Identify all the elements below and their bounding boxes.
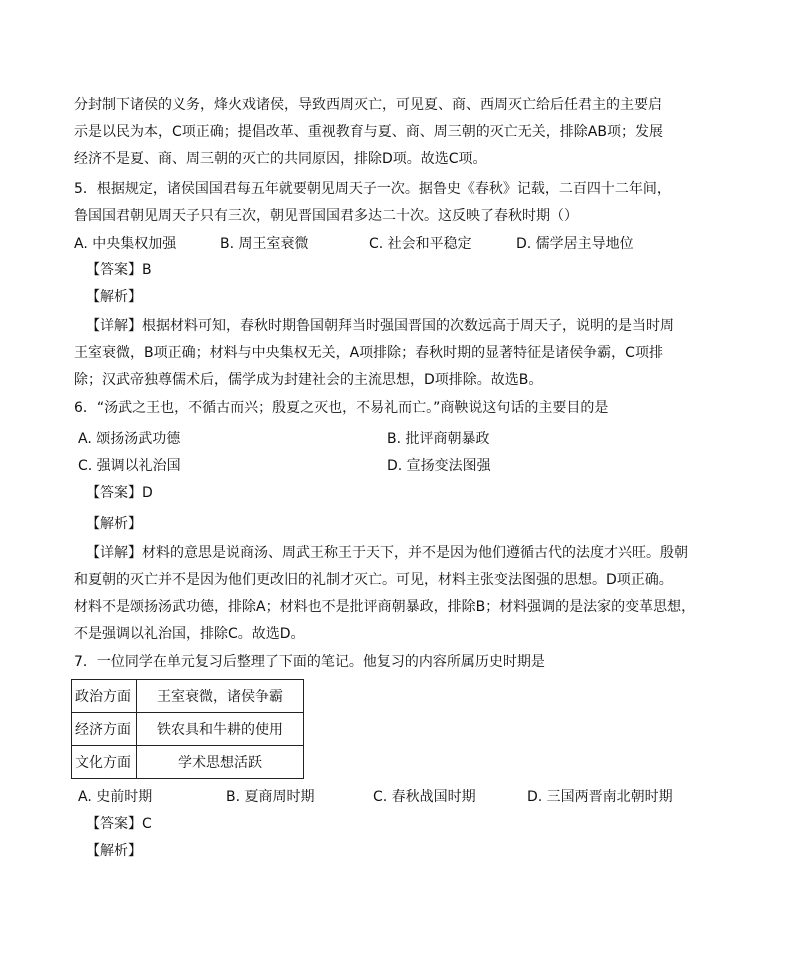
table-cell-value: 王室衰微，诸侯争霸 bbox=[137, 680, 304, 713]
q7-stem: 7．一位同学在单元复习后整理了下面的笔记。他复习的内容所属历史时期是 bbox=[74, 654, 545, 670]
table-row bbox=[72, 680, 304, 713]
notes-table bbox=[71, 679, 304, 779]
q6-detail: 【详解】材料的意思是说商汤、周武王称王于天下，并不是因为他们遵循古代的法度才兴旺。殷朝 bbox=[86, 545, 688, 561]
q7-option-a: A. 史前时期 bbox=[78, 789, 153, 805]
q7-option-c: C. 春秋战国时期 bbox=[373, 789, 476, 805]
q6-detail: 不是强调以礼治国，排除C。故选D。 bbox=[74, 626, 305, 642]
intro-line: 示是以民为本，C项正确；提倡改革、重视教育与夏、商、周三朝的灭亡无关，排除AB项；发展 bbox=[74, 124, 663, 140]
q6-answer: 【答案】D bbox=[86, 485, 153, 501]
q5-option-a: A. 中央集权加强 bbox=[74, 236, 177, 252]
table-cell-value: 学术思想活跃 bbox=[137, 746, 304, 779]
q7-option-d: D. 三国两晋南北朝时期 bbox=[527, 789, 673, 805]
q6-detail: 和夏朝的灭亡并不是因为他们更改旧的礼制才灭亡。可见，材料主张变法图强的思想。D项正确。 bbox=[74, 572, 673, 588]
q6-option-c: C. 强调以礼治国 bbox=[78, 458, 181, 474]
intro-line: 分封制下诸侯的义务，烽火戏诸侯，导致西周灭亡，可见夏、商、西周灭亡给后任君主的主要启 bbox=[74, 97, 662, 113]
q6-analysis-title: 【解析】 bbox=[86, 516, 142, 532]
table-row bbox=[72, 746, 304, 779]
table-cell-label: 政治方面 bbox=[72, 680, 137, 713]
q5-option-c: C. 社会和平稳定 bbox=[369, 236, 472, 252]
table-row bbox=[72, 713, 304, 746]
q5-detail: 王室衰微，B项正确；材料与中央集权无关，A项排除；春秋时期的显著特征是诸侯争霸，C项排 bbox=[74, 345, 663, 361]
q6-option-a: A. 颂扬汤武功德 bbox=[78, 431, 181, 447]
q5-answer: 【答案】B bbox=[86, 262, 152, 278]
q7-option-b: B. 夏商周时期 bbox=[226, 789, 315, 805]
q5-analysis-title: 【解析】 bbox=[86, 289, 142, 305]
q6-option-b: B. 批评商朝暴政 bbox=[387, 431, 490, 447]
intro-line: 经济不是夏、商、周三朝的灭亡的共同原因，排除D项。故选C项。 bbox=[74, 151, 487, 167]
q7-analysis-title: 【解析】 bbox=[86, 843, 142, 859]
table-cell-label: 经济方面 bbox=[72, 713, 137, 746]
table-cell-label: 文化方面 bbox=[72, 746, 137, 779]
q5-stem: 鲁国国君朝见周天子只有三次，朝见晋国国君多达二十次。这反映了春秋时期（） bbox=[74, 208, 578, 224]
q6-detail: 材料不是颂扬汤武功德，排除A；材料也不是批评商朝暴政，排除B；材料强调的是法家的变革思想， bbox=[74, 599, 696, 615]
q5-detail: 除；汉武帝独尊儒术后，儒学成为封建社会的主流思想，D项排除。故选B。 bbox=[74, 372, 543, 388]
table-cell-value: 铁农具和牛耕的使用 bbox=[137, 713, 304, 746]
q5-option-d: D. 儒学居主导地位 bbox=[516, 236, 634, 252]
q5-option-b: B. 周王室衰微 bbox=[220, 236, 309, 252]
q7-answer: 【答案】C bbox=[86, 816, 152, 832]
q6-stem: 6．“汤武之王也，不循古而兴；殷夏之灭也，不易礼而亡。”商鞅说这句话的主要目的是 bbox=[74, 400, 609, 416]
q6-option-d: D. 宣扬变法图强 bbox=[387, 458, 491, 474]
q5-stem: 5．根据规定，诸侯国国君每五年就要朝见周天子一次。据鲁史《春秋》记载，二百四十二年间， bbox=[74, 181, 671, 197]
q5-detail: 【详解】根据材料可知，春秋时期鲁国朝拜当时强国晋国的次数远高于周天子，说明的是当时周 bbox=[86, 318, 674, 334]
